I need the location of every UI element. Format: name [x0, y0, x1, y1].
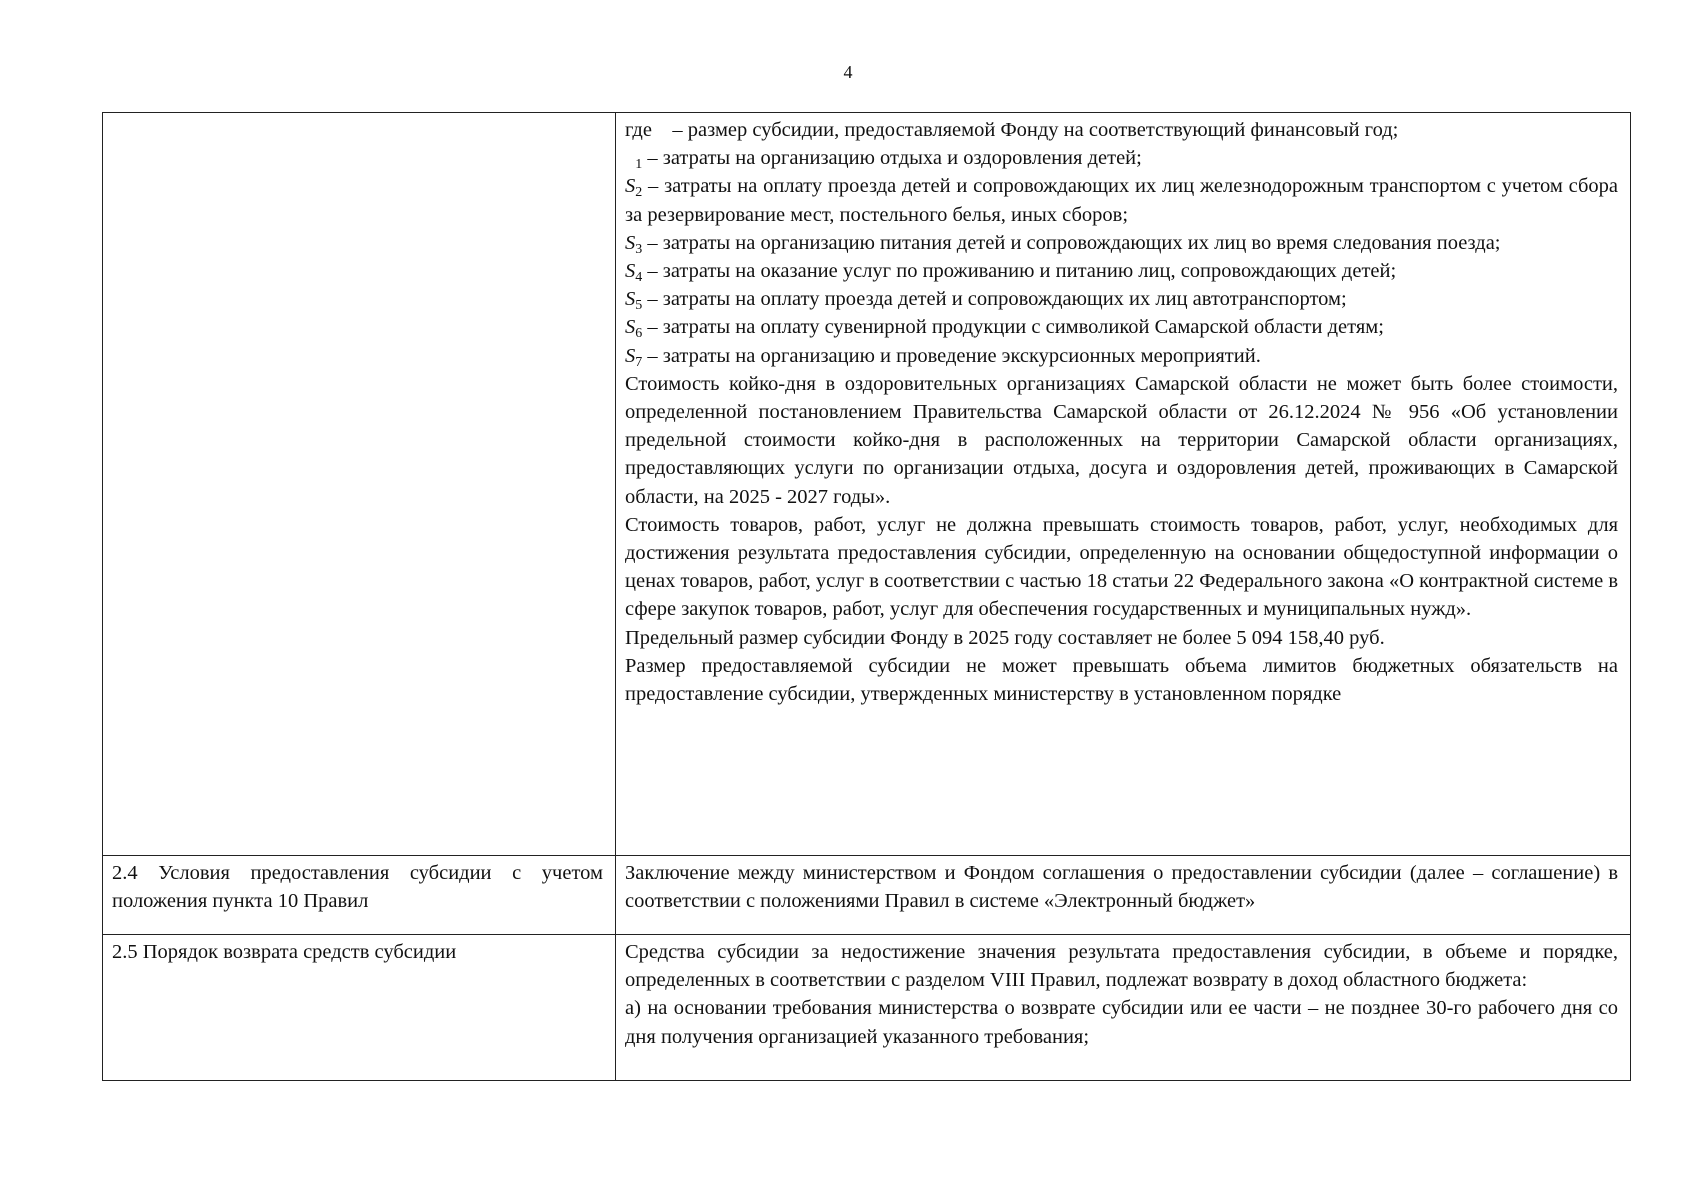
- paragraph: Стоимость койко-дня в оздоровительных организациях Самарской области не может быть более стоимости, определенной постановлением Правительства Самарской области от 26.12.2024 № 956 «Об установлении предельной стоимости койко-дня в расположенных на территории Самарской области организациях, предоставляющих услуги по организации отдыха, досуга и оздоровления детей, проживающих в Самарской области, на 2025 - 2027 годы».: [625, 372, 1618, 508]
- formula-legend-line: $S_5$ – затраты на оплату проезда детей и сопровождающих их лиц автотранспортом;: [625, 288, 1347, 314]
- row3-left-cell: [103, 935, 616, 1081]
- formula-legend-line: $S_2$ – затраты на оплату проезда детей и сопровождающих их лиц железнодорожным транспортом с учетом сбора за резервирование мест, постельного белья, иных сборов;: [625, 175, 1619, 226]
- row1-right-cell: [616, 113, 1631, 856]
- section-heading: 2.5 Порядок возврата средств субсидии: [112, 941, 457, 963]
- paragraph: Размер предоставляемой субсидии не может превышать объема лимитов бюджетных обязательств на предоставление субсидии, утвержденных министерству в установленном порядке: [625, 654, 1618, 706]
- conditions-table: [102, 112, 1631, 1081]
- page-number: 4: [843, 62, 853, 82]
- paragraph: а) на основании требования министерства о возврате субсидии или ее части – не позднее 30-го рабочего дня со дня получения организацией указанного требования;: [625, 997, 1618, 1048]
- paragraph: Средства субсидии за недостижение значения результата предоставления субсидии, в объеме и порядке, определенных в соответствии с разделом VIII Правил, подлежат возврату в доход областного бюджета:: [625, 941, 1618, 992]
- row2-right-cell: [616, 856, 1631, 935]
- section-heading: 2.4 Условия предоставления субсидии с учетом положения пункта 10 Правил: [112, 862, 603, 913]
- formula-legend-line: $S_7$ – затраты на организацию и проведение экскурсионных мероприятий.: [625, 344, 1261, 370]
- row2-left-cell: [103, 856, 616, 935]
- table-row: [103, 935, 1631, 1081]
- formula-legend-line: $_1$ – затраты на организацию отдыха и оздоровления детей;: [635, 147, 1142, 173]
- row3-right-cell: [616, 935, 1631, 1081]
- row1-left-cell: [103, 113, 616, 856]
- formula-legend-line: где – размер субсидии, предоставляемой Фонду на соответствующий финансовый год;: [625, 119, 1399, 141]
- table-row: [103, 856, 1631, 935]
- paragraph: Заключение между министерством и Фондом соглашения о предоставлении субсидии (далее – соглашение) в соответствии с положениями Правил в системе «Электронный бюджет»: [625, 862, 1618, 913]
- formula-legend-line: $S_3$ – затраты на организацию питания детей и сопровождающих их лиц во время следования поезда;: [625, 231, 1501, 257]
- formula-legend-line: $S_4$ – затраты на оказание услуг по проживанию и питанию лиц, сопровождающих детей;: [625, 260, 1397, 286]
- formula-legend-line: $S_6$ – затраты на оплату сувенирной продукции с символикой Самарской области детям;: [625, 316, 1384, 342]
- paragraph: Предельный размер субсидии Фонду в 2025 году составляет не более 5 094 158,40 руб.: [625, 626, 1385, 649]
- table-row: [103, 113, 1631, 856]
- paragraph: Стоимость товаров, работ, услуг не должна превышать стоимость товаров, работ, услуг, необходимых для достижения результата предоставления субсидии, определенную на основании общедоступной информации о ценах товаров, работ, услуг в соответствии с частью 18 статьи 22 Федерального закона «О контрактной системе в сфере закупок товаров, работ, услуг для обеспечения государственных и муниципальных нужд».: [625, 513, 1618, 621]
